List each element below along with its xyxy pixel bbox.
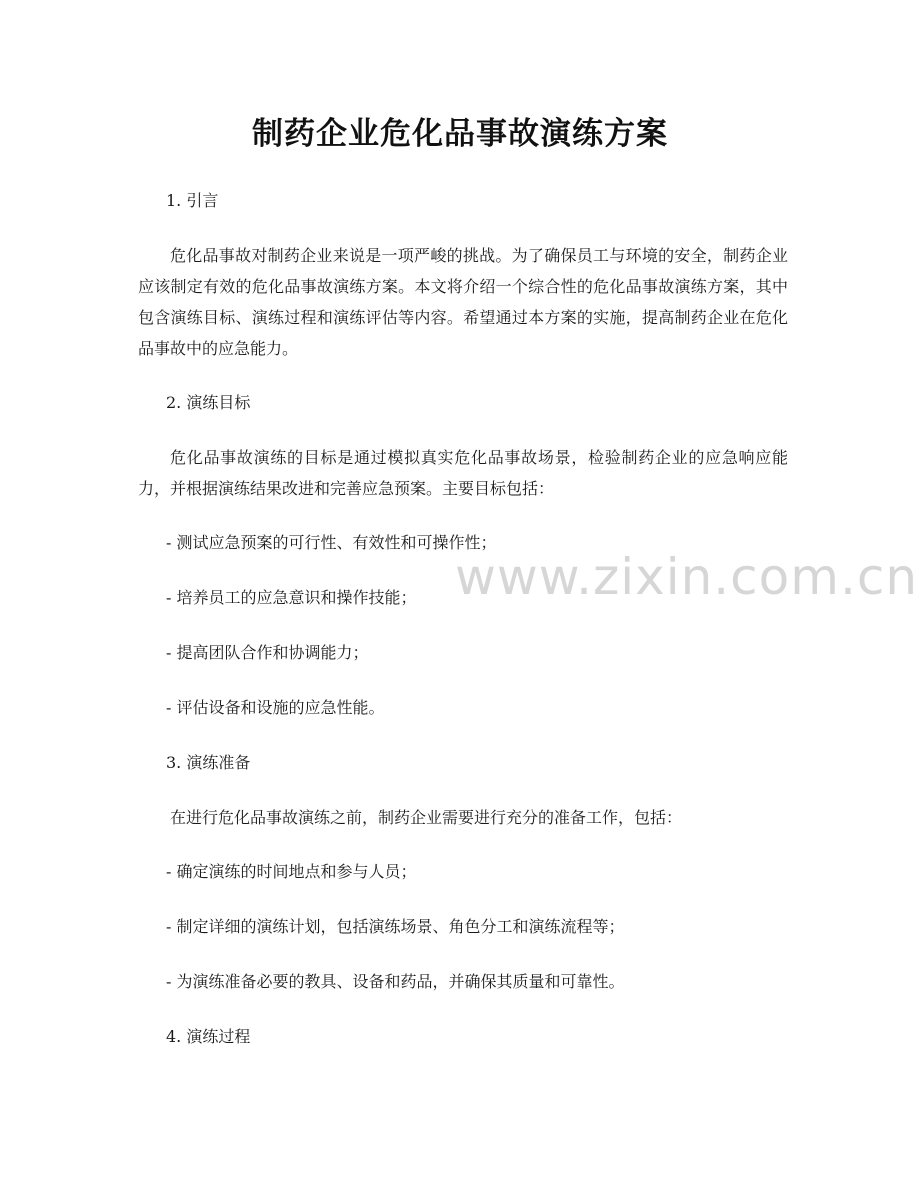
- section-heading-intro: 1. 引言: [166, 191, 219, 210]
- section-heading-process: 4. 演练过程: [166, 1027, 251, 1046]
- preparation-list-item: - 确定演练的时间地点和参与人员；: [166, 862, 417, 881]
- section-heading-goals: 2. 演练目标: [166, 393, 251, 412]
- preparation-list-item: - 为演练准备必要的教具、设备和药品，并确保其质量和可靠性。: [166, 972, 625, 991]
- preparation-paragraph: 在进行危化品事故演练之前，制药企业需要进行充分的准备工作，包括：: [170, 808, 683, 827]
- goals-list-item: - 提高团队合作和协调能力；: [166, 643, 369, 662]
- preparation-list-item: - 制定详细的演练计划，包括演练场景、角色分工和演练流程等；: [166, 917, 625, 936]
- section-heading-preparation: 3. 演练准备: [166, 753, 251, 772]
- intro-paragraph: 危化品事故对制药企业来说是一项严峻的挑战。为了确保员工与环境的安全，制药企业应该制定有效的危化品事故演练方案。本文将介绍一个综合性的危化品事故演练方案，其中包含演练目标、演练过程和演练评估等内容。希望通过本方案的实施，提高制药企业在危化品事故中的应急能力。: [138, 246, 788, 358]
- goals-paragraph: 危化品事故演练的目标是通过模拟真实危化品事故场景，检验制药企业的应急响应能力，并根据演练结果改进和完善应急预案。主要目标包括：: [138, 448, 788, 498]
- goals-list-item: - 评估设备和设施的应急性能。: [166, 698, 385, 717]
- goals-list-item: - 测试应急预案的可行性、有效性和可操作性；: [166, 533, 497, 552]
- document-title: 制药企业危化品事故演练方案: [252, 116, 668, 152]
- document-body: [138, 185, 788, 1076]
- goals-list-item: - 培养员工的应急意识和操作技能；: [166, 588, 417, 607]
- watermark-text: www.zixin.com.cn: [455, 548, 919, 606]
